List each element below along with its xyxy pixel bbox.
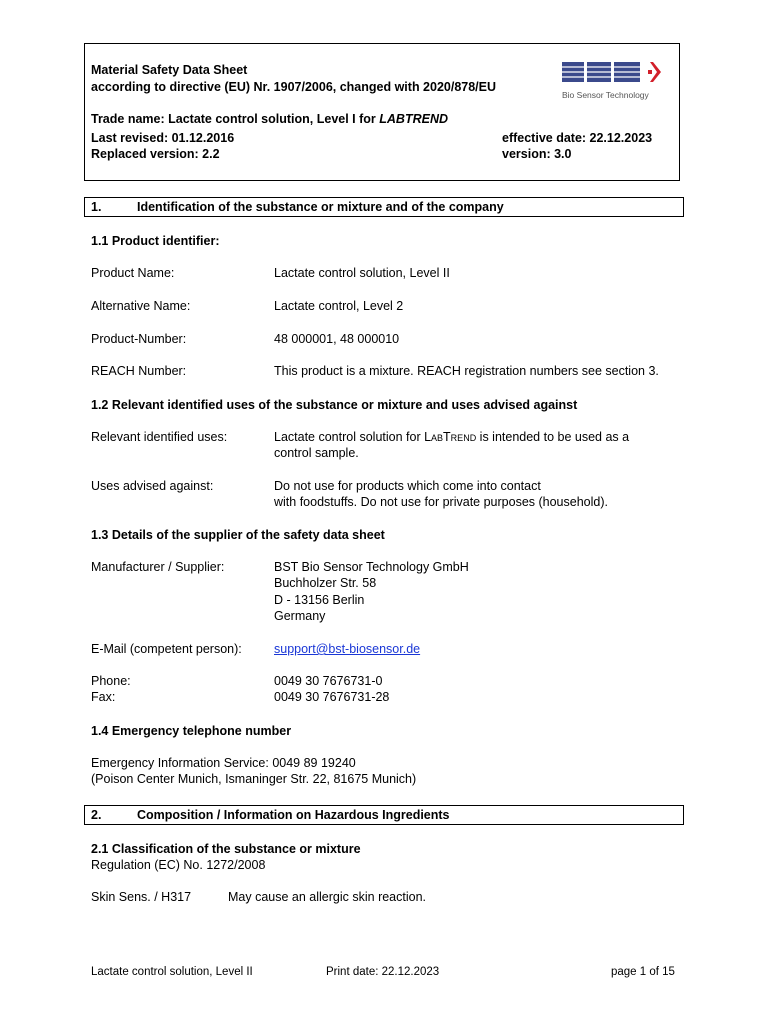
- section-1-number: 1.: [91, 200, 102, 214]
- email-link[interactable]: support@bst-biosensor.de: [274, 642, 421, 656]
- trade-name: Trade name: Lactate control solution, Level I for LABTREND: [91, 112, 449, 126]
- manufacturer-street: Buchholzer Str. 58: [274, 576, 377, 590]
- manufacturer-country: Germany: [274, 609, 326, 623]
- labtrend-brand: LabTrend: [424, 430, 477, 444]
- product-number-value: 48 000001, 48 000010: [274, 332, 400, 346]
- phone-label: Phone:: [91, 674, 131, 688]
- reach-number-value: This product is a mixture. REACH registration numbers see section 3.: [274, 364, 659, 378]
- subsection-1-2: 1.2 Relevant identified uses of the substance or mixture and uses advised against: [91, 398, 578, 412]
- subsection-1-1: 1.1 Product identifier:: [91, 234, 220, 248]
- section-2-title: Composition / Information on Hazardous Ingredients: [137, 808, 450, 822]
- hazard-code: Skin Sens. / H317: [91, 890, 192, 904]
- fax-label: Fax:: [91, 690, 116, 704]
- identified-uses-label: Relevant identified uses:: [91, 430, 228, 444]
- replaced-version: Replaced version: 2.2: [91, 147, 220, 161]
- section-2-number: 2.: [91, 808, 102, 822]
- subsection-1-4: 1.4 Emergency telephone number: [91, 724, 292, 738]
- emergency-service: Emergency Information Service: 0049 89 19240: [91, 756, 356, 770]
- section-1-heading: [84, 197, 684, 217]
- subsection-1-3: 1.3 Details of the supplier of the safety data sheet: [91, 528, 385, 542]
- effective-date: effective date: 22.12.2023: [502, 131, 653, 145]
- identified-uses-value: Lactate control solution for LabTrend is intended to be used as a: [274, 430, 630, 444]
- footer-product: Lactate control solution, Level II: [91, 966, 253, 978]
- manufacturer-label: Manufacturer / Supplier:: [91, 560, 225, 574]
- uses-advised-against-line2: with foodstuffs. Do not use for private purposes (household).: [274, 495, 608, 509]
- regulation: Regulation (EC) No. 1272/2008: [91, 858, 266, 872]
- footer-print-date: Print date: 22.12.2023: [326, 966, 440, 978]
- product-name-label: Product Name:: [91, 266, 175, 280]
- phone-value: 0049 30 7676731-0: [274, 674, 383, 688]
- hazard-statement: May cause an allergic skin reaction.: [228, 890, 427, 904]
- uses-advised-against-line1: Do not use for products which come into contact: [274, 479, 541, 493]
- uses-advised-against-label: Uses advised against:: [91, 479, 214, 493]
- subsection-2-1: 2.1 Classification of the substance or mixture: [91, 842, 361, 856]
- reach-number-label: REACH Number:: [91, 364, 187, 378]
- poison-center: (Poison Center Munich, Ismaninger Str. 22, 81675 Munich): [91, 772, 417, 786]
- version: version: 3.0: [502, 147, 572, 161]
- directive-line: according to directive (EU) Nr. 1907/2006, changed with 2020/878/EU: [91, 80, 497, 94]
- section-2-heading: [84, 805, 684, 825]
- email-label: E-Mail (competent person):: [91, 642, 242, 656]
- footer-page-number: page 1 of 15: [611, 966, 675, 978]
- document-title: Material Safety Data Sheet: [91, 63, 248, 77]
- fax-value: 0049 30 7676731-28: [274, 690, 390, 704]
- bst-logo: [560, 58, 670, 104]
- product-name-value: Lactate control solution, Level II: [274, 266, 450, 280]
- alternative-name-label: Alternative Name:: [91, 299, 191, 313]
- alternative-name-value: Lactate control, Level 2: [274, 299, 404, 313]
- identified-uses-value-line2: control sample.: [274, 446, 359, 460]
- manufacturer-city: D - 13156 Berlin: [274, 593, 365, 607]
- logo-caption: Bio Sensor Technology: [562, 90, 649, 100]
- trade-name-brand: LABTREND: [379, 112, 449, 126]
- section-1-title: Identification of the substance or mixture and of the company: [137, 200, 504, 214]
- manufacturer-name: BST Bio Sensor Technology GmbH: [274, 560, 469, 574]
- product-number-label: Product-Number:: [91, 332, 187, 346]
- last-revised: Last revised: 01.12.2016: [91, 131, 235, 145]
